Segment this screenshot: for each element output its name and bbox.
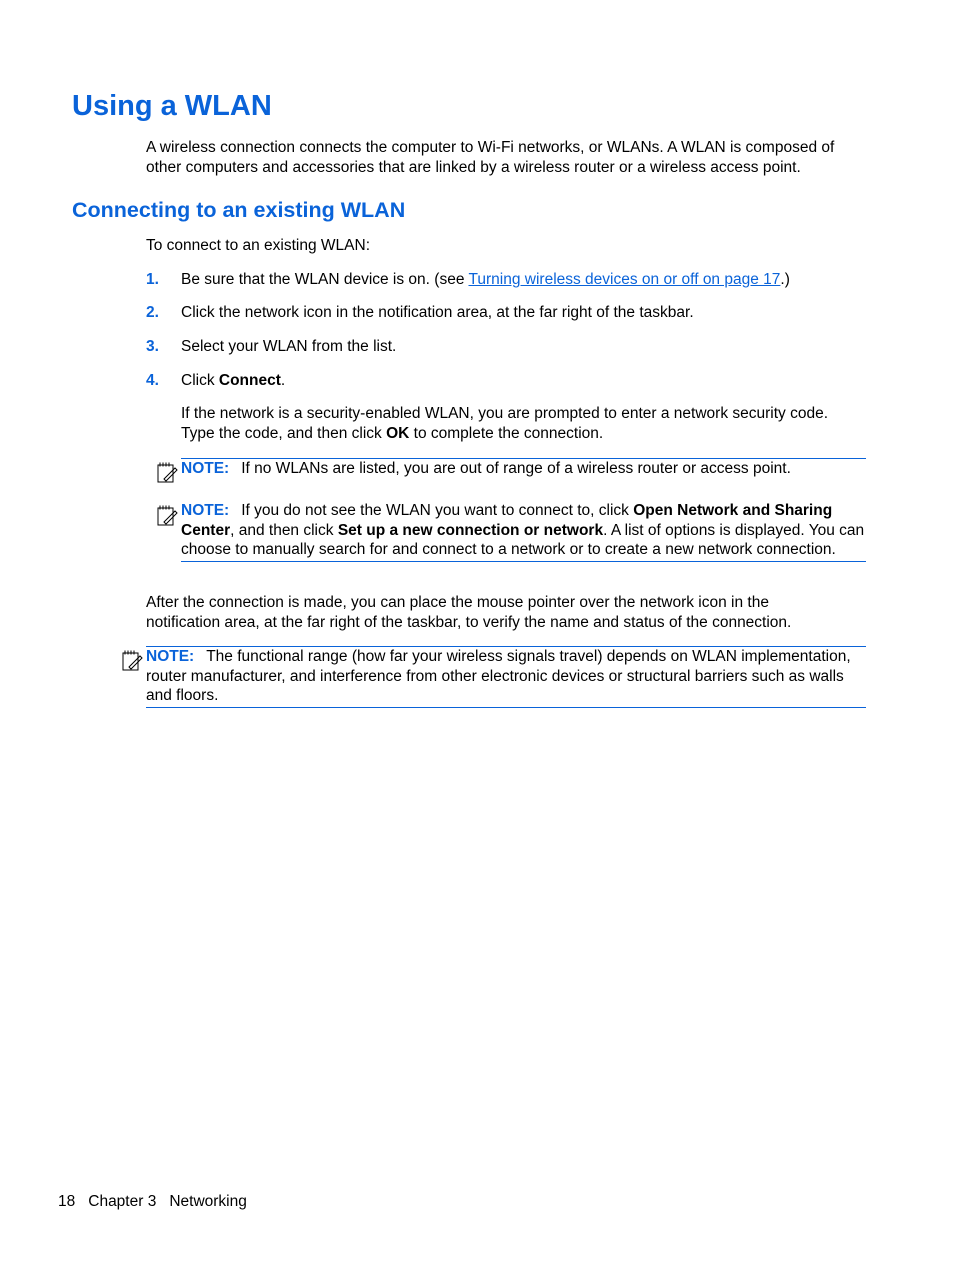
note-label: NOTE: bbox=[146, 648, 195, 665]
intro-paragraph: A wireless connection connects the computer to Wi-Fi networks, or WLANs. A WLAN is composed of other computers and accessories that are linked by a wireless router or a wireless access point. bbox=[146, 139, 835, 176]
page-title: Using a WLAN bbox=[72, 90, 272, 122]
section-heading: Connecting to an existing WLAN bbox=[72, 198, 406, 222]
open-network-term: Open Network and Sharing Center bbox=[181, 502, 833, 539]
step-4-detail-after: to complete the connection. bbox=[409, 424, 604, 442]
note-icon bbox=[156, 504, 178, 526]
lead-paragraph: To connect to an existing WLAN: bbox=[146, 237, 371, 254]
step-number-3: 3. bbox=[146, 338, 159, 355]
step-1-text: Be sure that the WLAN device is on. (see bbox=[181, 271, 469, 288]
section-label: Networking bbox=[169, 1193, 247, 1210]
note-3-text: The functional range (how far your wireless signals travel) depends on WLAN implementation, router manufacturer, and interference from other electronic devices or structural barriers such as walls and floors. bbox=[146, 648, 851, 704]
ok-term: OK bbox=[386, 424, 410, 442]
step-number-4: 4. bbox=[146, 372, 159, 389]
step-1-after: .) bbox=[780, 271, 790, 288]
note-1 bbox=[181, 458, 866, 479]
step-text-3: Select your WLAN from the list. bbox=[181, 338, 397, 355]
note-2-text-3: . A list of options is displayed. You can choose to manually search for and connect to a network or to create a new network connection. bbox=[181, 521, 865, 558]
after-connection-paragraph: After the connection is made, you can place the mouse pointer over the network icon in the notification area, at the far right of the taskbar, to verify the name and status of the connection. bbox=[146, 594, 792, 631]
step-number-1: 1. bbox=[146, 271, 159, 288]
note-label: NOTE: bbox=[181, 502, 230, 519]
setup-connection-term: Set up a new connection or network bbox=[337, 521, 604, 539]
turning-wireless-link[interactable]: Turning wireless devices on or off on page 17 bbox=[468, 271, 781, 288]
note-3 bbox=[146, 646, 866, 708]
note-1-text: If no WLANs are listed, you are out of range of a wireless router or access point. bbox=[241, 460, 791, 477]
note-label: NOTE: bbox=[181, 460, 230, 477]
step-text-2: Click the network icon in the notification area, at the far right of the taskbar. bbox=[181, 304, 694, 321]
connect-term: Connect bbox=[218, 372, 281, 389]
note-icon bbox=[121, 649, 143, 671]
step-4-detail bbox=[181, 404, 861, 443]
page-number: 18 bbox=[58, 1193, 76, 1210]
note-2 bbox=[181, 501, 866, 562]
step-number-2: 2. bbox=[146, 304, 159, 321]
chapter-label: Chapter 3 bbox=[88, 1193, 157, 1210]
step-4-after: . bbox=[280, 372, 286, 389]
note-2-text-1: If you do not see the WLAN you want to connect to, click bbox=[241, 502, 634, 519]
step-4-detail-text: If the network is a security-enabled WLAN, you are prompted to enter a network security code. Type the code, and then click bbox=[181, 405, 829, 442]
step-text-1 bbox=[181, 270, 871, 290]
step-4-text: Click bbox=[181, 372, 219, 389]
step-text-4 bbox=[181, 371, 871, 391]
page-footer bbox=[58, 1192, 260, 1212]
note-2-text-2: , and then click bbox=[230, 521, 338, 539]
note-icon bbox=[156, 461, 178, 483]
